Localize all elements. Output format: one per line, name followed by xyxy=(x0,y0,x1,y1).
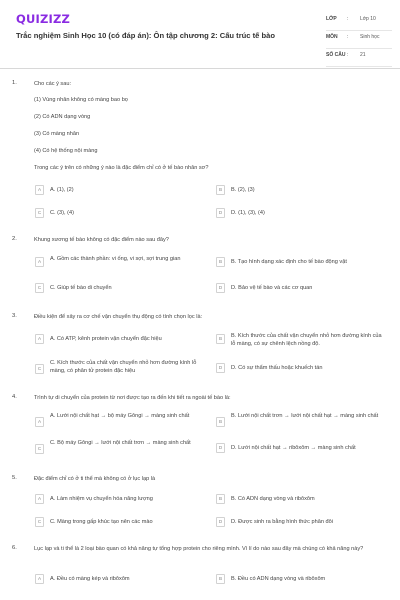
option-d[interactable] xyxy=(216,442,386,456)
option-text: A. Đều có màng kép và ribôxôm xyxy=(50,576,130,582)
option-a[interactable] xyxy=(35,413,205,427)
option-text: D. Được sinh ra bằng hình thức phân đôi xyxy=(231,519,333,525)
option-text: C. Giúp tế bào di chuyển xyxy=(50,285,112,291)
meta-value: Lớp 10 xyxy=(360,16,376,22)
question-number: 5. xyxy=(12,475,17,481)
option-b[interactable] xyxy=(216,573,386,587)
option-text: C. Kích thước của chất vận chuyển nhỏ hơn đường kính lỗ màng, có phân tử protein đặc hiệu xyxy=(50,360,197,374)
option-text: C. (3), (4) xyxy=(50,210,74,216)
worksheet-meta xyxy=(326,13,392,67)
question-text: Lục lạp và ti thể là 2 loại bào quan có khả năng tự tổng hợp protein cho riêng mình. Vì lí do nào sau đây mà chúng có khả năng này? xyxy=(34,546,364,552)
question-number: 2. xyxy=(12,236,17,242)
option-text: A. Có ATP, kênh protein vận chuyển đặc hiệu xyxy=(50,336,162,342)
meta-row-count xyxy=(326,49,392,67)
header-divider xyxy=(0,68,400,69)
meta-row-class xyxy=(326,13,392,31)
meta-row-subject xyxy=(326,31,392,49)
option-text: A. Làm nhiệm vụ chuyển hóa năng lượng xyxy=(50,496,153,502)
option-letter-box: D xyxy=(216,363,225,373)
option-a[interactable] xyxy=(35,184,205,198)
option-c[interactable] xyxy=(35,282,205,296)
page-title: Trắc nghiệm Sinh Học 10 (có đáp án): Ôn tập chương 2: Cấu trúc tế bào xyxy=(16,31,275,40)
meta-separator: : xyxy=(347,16,349,22)
option-text: A. Gồm các thành phần: vi ống, vi sợi, sợi trung gian xyxy=(50,256,181,262)
option-b[interactable] xyxy=(216,413,386,427)
option-a[interactable] xyxy=(35,333,205,347)
option-letter-box: D xyxy=(216,517,225,527)
option-c[interactable] xyxy=(35,360,205,374)
option-text: B. Đều có ADN dạng vòng và ribôxôm xyxy=(231,576,326,582)
question-statement: (2) Có ADN dạng vòng xyxy=(34,114,91,120)
question-prompt: Trong các ý trên có những ý nào là đặc điểm chỉ có ở tế bào nhân sơ? xyxy=(34,165,209,171)
question-text: Điều kiện để xảy ra cơ chế vận chuyển thụ động có tính chọn lọc là: xyxy=(34,314,203,320)
worksheet-header xyxy=(0,0,400,70)
option-text: A. Lưới nội chất hạt → bộ máy Gôngi → màng sinh chất xyxy=(50,413,190,419)
option-text: B. Tạo hình dạng xác định cho tế bào động vật xyxy=(231,259,347,265)
option-letter-box: A xyxy=(35,257,44,267)
option-text: C. Bộ máy Gôngi → lưới nội chất trơn → màng sinh chất xyxy=(50,440,191,446)
option-text: D. Bảo vệ tế bào và các cơ quan xyxy=(231,285,313,291)
meta-value: 21 xyxy=(360,52,366,58)
option-text: B. Có ADN dạng vòng và ribôxôm xyxy=(231,496,315,502)
question-text: Đặc điểm chỉ có ở ti thể mà không có ở lục lạp là xyxy=(34,476,156,482)
option-d[interactable] xyxy=(216,207,386,221)
option-letter-box: D xyxy=(216,443,225,453)
option-letter-box: C xyxy=(35,208,44,218)
question-text: Cho các ý sau: xyxy=(34,81,71,87)
option-letter-box: A xyxy=(35,574,44,584)
option-c[interactable] xyxy=(35,516,205,530)
question-number: 1. xyxy=(12,80,17,86)
option-letter-box: D xyxy=(216,283,225,293)
option-letter-box: B xyxy=(216,494,225,504)
meta-key: MÔN xyxy=(326,34,338,40)
option-text: D. Có sự thẩm thấu hoặc khuếch tán xyxy=(231,365,323,371)
question-statement: (1) Vùng nhân không có màng bao bọ xyxy=(34,97,128,103)
question-number: 4. xyxy=(12,394,17,400)
option-a[interactable] xyxy=(35,493,205,507)
option-c[interactable] xyxy=(35,440,205,454)
option-d[interactable] xyxy=(216,362,386,376)
quizizz-logo: QUIZIZZ xyxy=(16,12,71,26)
option-letter-box: B xyxy=(216,574,225,584)
option-text: B. Kích thước của chất vận chuyển nhỏ hơn đường kính của lỗ màng, có sự chênh lệch nồng độ. xyxy=(231,333,382,347)
option-letter-box: B xyxy=(216,185,225,195)
option-d[interactable] xyxy=(216,516,386,530)
option-letter-box: B xyxy=(216,257,225,267)
option-letter-box: D xyxy=(216,208,225,218)
option-text: A. (1), (2) xyxy=(50,187,74,193)
option-text: B. (2), (3) xyxy=(231,187,255,193)
option-letter-box: A xyxy=(35,185,44,195)
option-letter-box: C xyxy=(35,283,44,293)
option-text: D. Lưới nội chất hạt → ribôxôm → màng sinh chất xyxy=(231,445,356,451)
option-b[interactable] xyxy=(216,184,386,198)
question-statement: (3) Có màng nhân xyxy=(34,131,80,137)
option-b[interactable] xyxy=(216,256,386,270)
question-number: 6. xyxy=(12,545,17,551)
meta-key: SỐ CÂU xyxy=(326,52,346,58)
option-letter-box: A xyxy=(35,417,44,427)
option-letter-box: B xyxy=(216,417,225,427)
option-letter-box: C xyxy=(35,444,44,454)
option-letter-box: C xyxy=(35,517,44,527)
option-letter-box: A xyxy=(35,494,44,504)
meta-separator: : xyxy=(347,52,349,58)
option-a[interactable] xyxy=(35,256,205,270)
option-letter-box: B xyxy=(216,334,225,344)
meta-key: LỚP xyxy=(326,16,337,22)
option-c[interactable] xyxy=(35,207,205,221)
meta-separator: : xyxy=(347,34,349,40)
option-letter-box: A xyxy=(35,334,44,344)
option-a[interactable] xyxy=(35,573,205,587)
question-statement: (4) Có hệ thống nội màng xyxy=(34,148,98,154)
option-letter-box: C xyxy=(35,364,44,374)
option-text: B. Lưới nội chất trơn → lưới nội chất hạt → màng sinh chất xyxy=(231,413,379,419)
meta-value: Sinh học xyxy=(360,34,380,40)
question-number: 3. xyxy=(12,313,17,319)
question-text: Trình tự di chuyển của protein từ nơi được tạo ra đến khi tiết ra ngoài tế bào là: xyxy=(34,395,231,401)
option-b[interactable] xyxy=(216,333,386,347)
option-b[interactable] xyxy=(216,493,386,507)
option-text: C. Màng trong gấp khúc tạo nên các mào xyxy=(50,519,153,525)
question-text: Khung xương tế bào không có đặc điểm nào sau đây? xyxy=(34,237,169,243)
option-text: D. (1), (3), (4) xyxy=(231,210,265,216)
option-d[interactable] xyxy=(216,282,386,296)
